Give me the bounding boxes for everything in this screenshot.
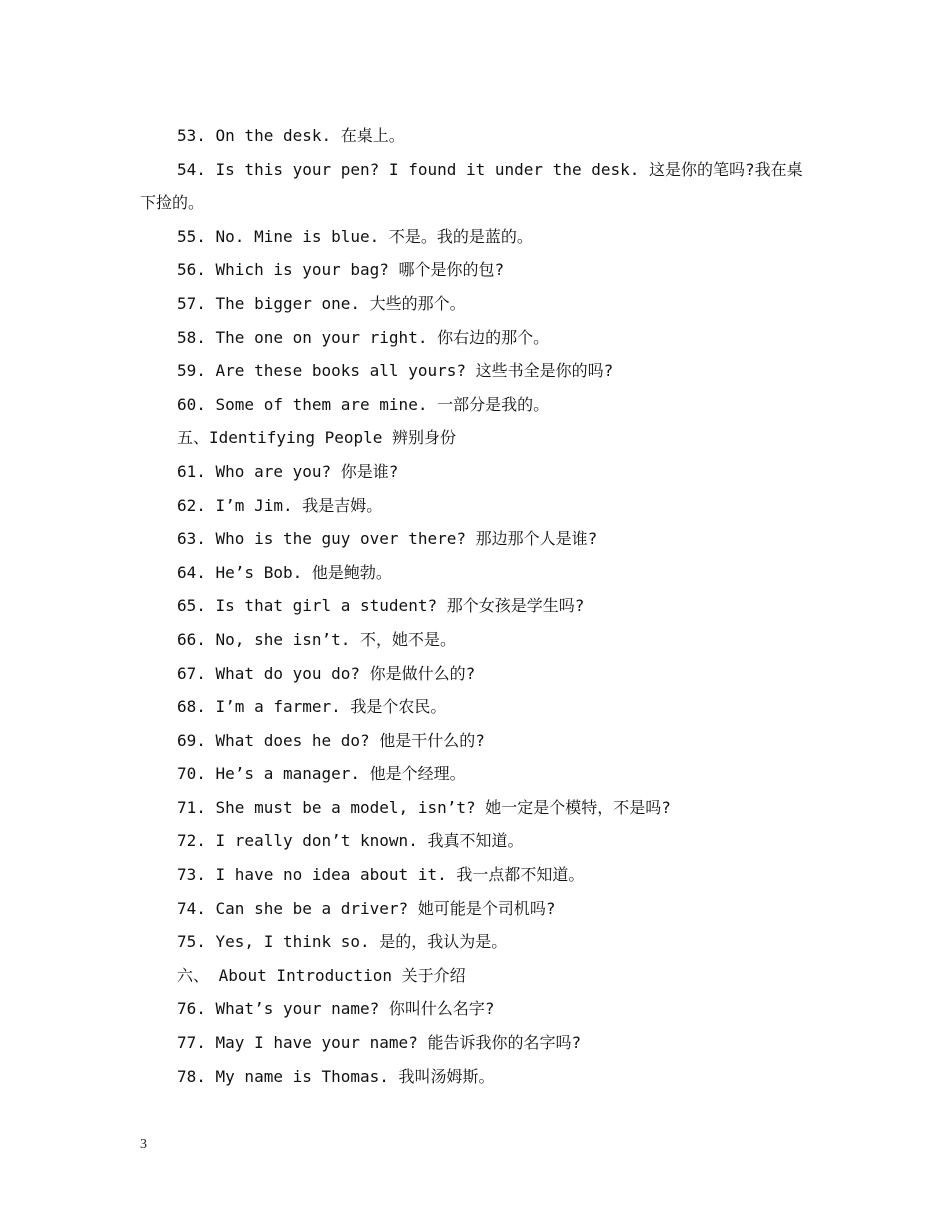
- section-heading-about-introduction: 六、 About Introduction 关于介绍: [177, 965, 466, 985]
- phrase-line-69: 69. What does he do? 他是干什么的?: [177, 730, 485, 750]
- phrase-line-78: 78. My name is Thomas. 我叫汤姆斯。: [177, 1066, 495, 1086]
- phrase-line-63: 63. Who is the guy over there? 那边那个人是谁?: [177, 529, 598, 549]
- phrase-line-71: 71. She must be a model, isn’t? 她一定是个模特，不是吗?: [177, 797, 671, 817]
- phrase-line-74: 74. Can she be a driver? 她可能是个司机吗?: [177, 898, 556, 918]
- phrase-line-67: 67. What do you do? 你是做什么的?: [177, 663, 476, 683]
- phrase-line-58: 58. The one on your right. 你右边的那个。: [177, 327, 550, 347]
- phrase-line-76: 76. What’s your name? 你叫什么名字?: [177, 999, 495, 1019]
- phrase-list: [0, 119, 950, 1093]
- phrase-line-62: 62. I’m Jim. 我是吉姆。: [177, 495, 383, 515]
- section-heading-identifying-people: 五、Identifying People 辨别身份: [177, 428, 457, 448]
- phrase-line-72: 72. I really don’t known. 我真不知道。: [177, 831, 524, 851]
- phrase-line-57: 57. The bigger one. 大些的那个。: [177, 293, 466, 313]
- phrase-line-53: 53. On the desk. 在桌上。: [177, 126, 405, 145]
- phrase-line-73: 73. I have no idea about it. 我一点都不知道。: [177, 865, 585, 885]
- phrase-line-77: 77. May I have your name? 能告诉我你的名字吗?: [177, 1033, 582, 1053]
- phrase-line-55: 55. No. Mine is blue. 不是。我的是蓝的。: [177, 226, 533, 246]
- phrase-line-66: 66. No, she isn’t. 不，她不是。: [177, 629, 457, 649]
- phrase-line-56: 56. Which is your bag? 哪个是你的包?: [177, 260, 505, 280]
- phrase-line-70: 70. He’s a manager. 他是个经理。: [177, 764, 466, 784]
- phrase-line-64: 64. He’s Bob. 他是鲍勃。: [177, 562, 392, 582]
- phrase-line-75: 75. Yes, I think so. 是的，我认为是。: [177, 932, 508, 952]
- phrase-line-65: 65. Is that girl a student? 那个女孩是学生吗?: [177, 596, 585, 616]
- page-number: 3: [140, 1137, 147, 1152]
- phrase-line-54: 54. Is this your pen? I found it under the desk. 这是你的笔吗?我在桌: [177, 159, 803, 179]
- phrase-line-60: 60. Some of them are mine. 一部分是我的。: [177, 394, 550, 414]
- phrase-line-59: 59. Are these books all yours? 这些书全是你的吗?: [177, 361, 614, 381]
- phrase-line-54-continuation: 下捡的。: [140, 193, 205, 213]
- phrase-line-61: 61. Who are you? 你是谁?: [177, 461, 399, 481]
- phrase-line-68: 68. I’m a farmer. 我是个农民。: [177, 697, 447, 717]
